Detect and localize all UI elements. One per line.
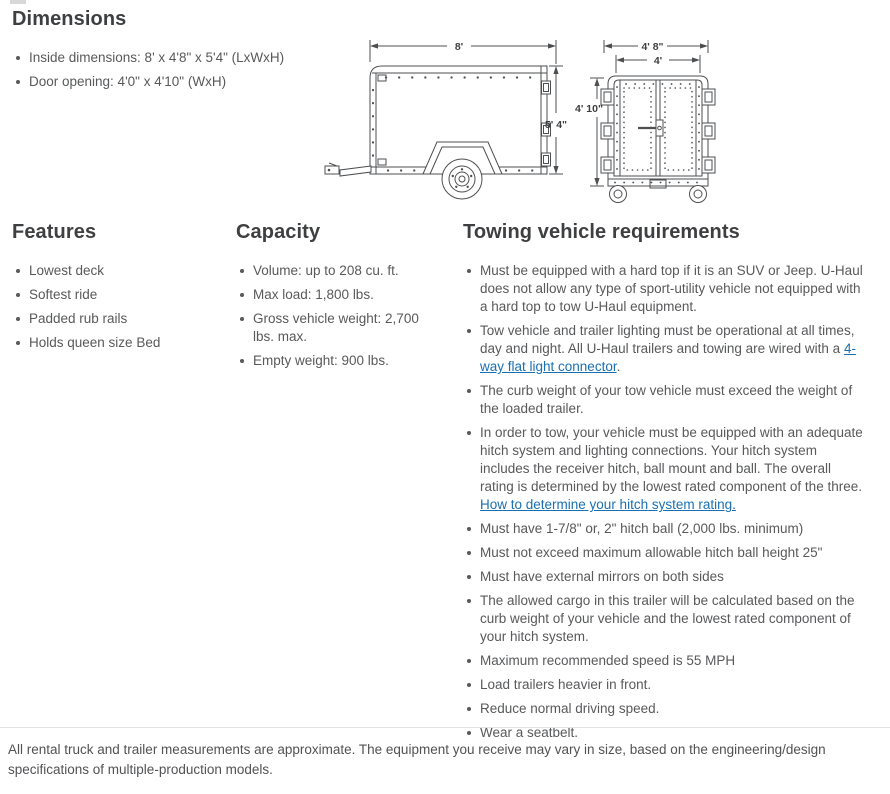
list-item: The curb weight of your tow vehicle must exceed the weight of the loaded trailer. (463, 382, 867, 418)
list-item: Must have external mirrors on both sides (463, 568, 867, 586)
list-item: Must have 1-7/8" or, 2" hitch ball (2,000 lbs. minimum) (463, 520, 867, 538)
capacity-heading: Capacity (236, 221, 321, 243)
side-height-label: 5' 4" (544, 119, 568, 131)
towing-requirements-list (463, 262, 867, 748)
inline-link[interactable]: How to determine your hitch system rating. (480, 497, 736, 512)
capacity-list (236, 262, 442, 376)
list-item: Inside dimensions: 8' x 4'8" x 5'4" (LxWxH) (12, 49, 332, 67)
list-item: Max load: 1,800 lbs. (236, 286, 442, 304)
rear-door-width-label: 4' (653, 54, 663, 67)
list-item: Gross vehicle weight: 2,700 lbs. max. (236, 310, 442, 346)
page-top-artifact (10, 0, 26, 4)
list-item: Holds queen size Bed (12, 334, 224, 352)
rear-height-label: 4' 10" (575, 103, 603, 115)
list-item: Empty weight: 900 lbs. (236, 352, 442, 370)
list-item: Padded rub rails (12, 310, 224, 328)
list-item: Softest ride (12, 286, 224, 304)
list-item: In order to tow, your vehicle must be equipped with an adequate hitch system and lighting connections. Your hitch system includes the receiver hitch, ball mount and ball. The overall rating is determined by the lowest rated component of the three. How to determine your hitch system rating. (463, 424, 867, 514)
inline-link[interactable]: 4-way flat light connector (480, 341, 856, 374)
towing-heading: Towing vehicle requirements (463, 221, 740, 243)
features-heading: Features (12, 221, 97, 243)
list-item: Must be equipped with a hard top if it is an SUV or Jeep. U-Haul does not allow any type of sport-utility vehicle not equipped with a hard top to tow U-Haul equipment. (463, 262, 867, 316)
dimensions-list (12, 49, 332, 97)
list-item: Wear a seatbelt. (463, 724, 867, 742)
list-item: The allowed cargo in this trailer will be calculated based on the curb weight of your vehicle and the lowest rated component of your hitch system. (463, 592, 867, 646)
features-list (12, 262, 224, 358)
footer-disclaimer: All rental truck and trailer measurements are approximate. The equipment you receive may vary in size, based on the engineering/design specifications of multiple-production models. (8, 742, 826, 777)
dimensions-heading: Dimensions (12, 8, 127, 30)
list-item: Tow vehicle and trailer lighting must be operational at all times, day and night. All U-Haul trailers and towing are wired with a 4-way flat light connector. (463, 322, 867, 376)
list-item: Door opening: 4'0" x 4'10" (WxH) (12, 73, 332, 91)
list-item: Reduce normal driving speed. (463, 700, 867, 718)
list-item: Load trailers heavier in front. (463, 676, 867, 694)
side-length-label: 8' (454, 40, 464, 53)
trailer-rear-view-diagram (575, 33, 725, 205)
list-item: Volume: up to 208 cu. ft. (236, 262, 442, 280)
list-item: Maximum recommended speed is 55 MPH (463, 652, 867, 670)
list-item: Lowest deck (12, 262, 224, 280)
rear-width-label: 4' 8" (641, 40, 664, 53)
list-item: Must not exceed maximum allowable hitch ball height 25" (463, 544, 867, 562)
footer-divider (0, 727, 890, 728)
